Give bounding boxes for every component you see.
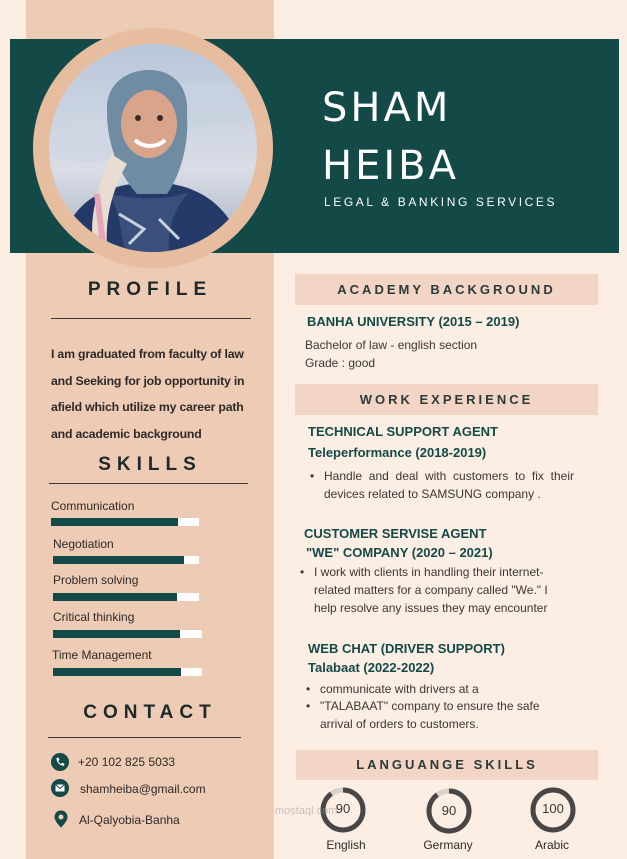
job-bullet-text: "TALABAAT" company to ensure the safe arrival of orders to customers.	[320, 699, 540, 731]
job-title: WEB CHAT (DRIVER SUPPORT)	[308, 641, 505, 656]
language-score: 90	[335, 801, 351, 816]
work-heading: WORK EXPERIENCE	[359, 392, 534, 407]
job-company: Talabaat (2022-2022)	[308, 660, 435, 675]
job-bullet-text: Handle and deal with customers to fix their devices related to SAMSUNG company .	[324, 469, 574, 501]
languages-section-bar	[296, 750, 598, 780]
skill-bar-fill	[53, 593, 177, 601]
skill-bar-fill	[53, 668, 181, 676]
skills-heading: SKILLS	[98, 454, 202, 475]
skill-label: Negotiation	[53, 537, 114, 551]
skill-bar-track	[51, 518, 199, 526]
work-section-bar	[295, 384, 598, 415]
skill-label: Critical thinking	[53, 610, 135, 624]
portrait-illustration	[49, 44, 257, 252]
profile-divider	[51, 318, 251, 319]
location-pin-icon	[52, 810, 70, 828]
skill-bar-track	[53, 668, 202, 676]
grade-text: Grade : good	[305, 356, 376, 370]
job-company: "WE" COMPANY (2020 – 2021)	[306, 545, 493, 560]
job-bullet-text: I work with clients in handling their internet-related matters for a company called "We." I help resolve any issues they may encounter	[314, 565, 548, 615]
skill-bar-track	[53, 556, 199, 564]
job-bullet: • Handle and deal with customers to fix their devices related to SAMSUNG company .	[310, 469, 574, 501]
language-name: English	[326, 838, 366, 852]
languages-heading: LANGUANGE SKILLS	[356, 757, 538, 772]
language-score: 100	[542, 801, 564, 816]
job-title: CUSTOMER SERVISE AGENT	[304, 526, 487, 541]
watermark: mostaql.com	[275, 805, 338, 817]
skill-label: Time Management	[52, 648, 152, 662]
skill-bar-fill	[53, 556, 184, 564]
academy-section-bar	[295, 274, 598, 305]
job-title: TECHNICAL SUPPORT AGENT	[308, 424, 498, 439]
contact-divider	[48, 737, 241, 738]
last-name: HEIBA	[322, 143, 459, 189]
job-bullet: • "TALABAAT" company to ensure the safe arrival of orders to customers.	[306, 697, 566, 733]
job-bullet: • I work with clients in handling their internet-related matters for a company called "We." I help resolve any issues they may encounter	[300, 563, 562, 617]
language-name: Germany	[423, 838, 473, 852]
email-icon	[51, 779, 69, 797]
academy-heading: ACADEMY BACKGROUND	[337, 282, 556, 297]
skill-bar-fill	[51, 518, 178, 526]
skill-label: Communication	[51, 499, 135, 513]
language-score: 90	[441, 803, 457, 818]
profile-text: I am graduated from faculty of law and Seeking for job opportunity in afield which utilize my career path and academic background	[51, 347, 245, 442]
contact-location: Al-Qalyobia-Banha	[79, 813, 180, 827]
job-bullet: • communicate with drivers at a	[306, 680, 566, 698]
degree-text: Bachelor of law - english section	[305, 338, 478, 352]
contact-heading: CONTACT	[83, 702, 217, 723]
tagline: LEGAL & BANKING SERVICES	[324, 195, 558, 209]
skill-bar-track	[53, 630, 202, 638]
profile-photo	[49, 44, 257, 252]
job-company: Teleperformance (2018-2019)	[308, 445, 487, 460]
language-name: Arabic	[534, 838, 569, 852]
university-title: BANHA UNIVERSITY (2015 – 2019)	[307, 314, 520, 329]
skill-bar-fill	[53, 630, 180, 638]
contact-email[interactable]: shamheiba@gmail.com	[80, 782, 206, 796]
job-bullet-text: communicate with drivers at a	[320, 682, 479, 696]
contact-phone[interactable]: +20 102 825 5033	[78, 755, 176, 769]
phone-icon	[51, 753, 69, 771]
skills-divider	[49, 483, 248, 484]
skill-label: Problem solving	[53, 573, 139, 587]
first-name: SHAM	[322, 85, 452, 131]
skill-bar-track	[53, 593, 199, 601]
profile-heading: PROFILE	[87, 279, 213, 300]
